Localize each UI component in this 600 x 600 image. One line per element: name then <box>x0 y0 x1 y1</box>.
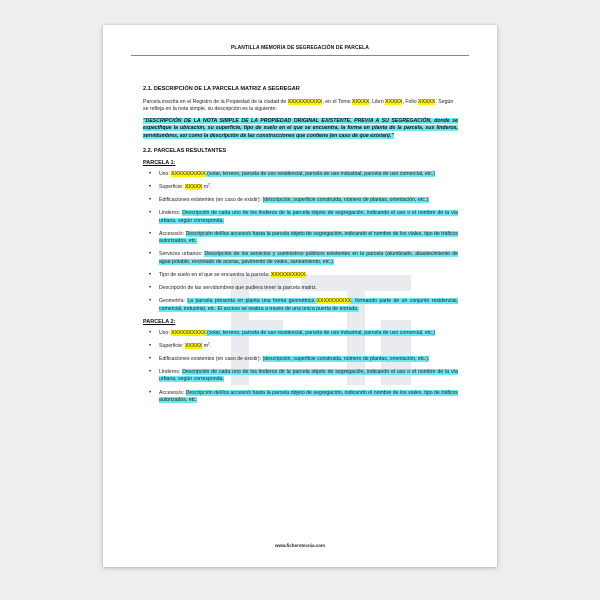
placeholder-folio: XXXXX <box>418 98 436 105</box>
parcela-2-label: PARCELA 2: <box>143 318 176 325</box>
list-item: • Uso: XXXXXXXXXX (solar, terreno, parcela de uso residencial, parcela de uso industrial, parcela de uso comercial, etc.) <box>159 171 458 179</box>
list-item: • Servicios urbanos: Descripción de los servicios y suministros públicos existentes en la parcela (alumbrado, abastecimiento de agua potable, encintado de aceras, pavimento de viales, saneamiento, etc.). <box>159 251 458 266</box>
list-item: • Linderos: Descripción de cada uno de los linderos de la parcela objeto de segregación, indicando el uso o el nombre de la vía urbana, según corresponda. <box>159 369 458 384</box>
list-item: • Superficie: XXXXX $m^2$. <box>159 184 458 192</box>
section-heading-2-1: 2.1. DESCRIPCIÓN DE LA PARCELA MATRIZ A SEGREGAR <box>143 86 300 92</box>
nota-simple-quote: "DESCRIPCIÓN DE LA NOTA SIMPLE DE LA PROPIEDAD ORIGINAL EXISTENTE, PREVIA A SU SEGREGACIÓN, donde se especifique la ubicación, su superficie, tipo de suelo en el que se encuentra, la forma en planta de la parcela, sus linderos, servidumbres, así como la descripción de las construcciones que contiene (en caso de que existan)." <box>143 117 458 139</box>
placeholder-city: XXXXXXXXXX <box>287 98 323 105</box>
list-item: • Superficie: XXXXX $m^2$. <box>159 343 458 351</box>
registry-paragraph: Parcela inscrita en el Registro de la Propiedad de la ciudad de XXXXXXXXXX, en el Tomo XXXXX, Libro XXXXX, Folio XXXXX. Según se refleja en la nota simple, su descripción es la siguiente: <box>143 98 454 113</box>
list-item: • Linderos: Descripción de cada uno de los linderos de la parcela objeto de segregación, indicando el uso o el nombre de la vía urbana, según corresponda. <box>159 210 458 225</box>
footer-url: www.ficherotecnia.com <box>274 543 326 548</box>
header-divider <box>131 55 469 56</box>
placeholder-tomo: XXXXX <box>351 98 370 105</box>
document-page <box>103 25 497 567</box>
placeholder-libro: XXXXX <box>385 98 403 105</box>
document-body <box>143 86 458 410</box>
parcela-1-label: PARCELA 1: <box>143 160 176 167</box>
parcela-1-list <box>143 171 458 314</box>
parcela-2-list <box>143 330 458 405</box>
list-item: • Accesos/s: Descripción del/los acceso/s hasta la parcela objeto de segregación, indicando el nombre de los viales, tipo de tráficos autorizados, etc. <box>159 390 458 405</box>
list-item: • Accesos/s: Descripción del/los acceso/s hasta la parcela objeto de segregación, indicando el nombre de los viales, tipo de tráficos autorizados, etc. <box>159 231 458 246</box>
list-item: • Uso: XXXXXXXXXX (solar, terreno, parcela de uso residencial, parcela de uso industrial, parcela de uso comercial, etc.) <box>159 330 458 338</box>
list-item: • Geometría: La parcela presenta en planta una forma geométrica XXXXXXXXXX, formando parte de un conjunto residencial, comercial, industrial, etc. El acceso se realiza a través de una única puerta de entrada. <box>159 298 458 313</box>
list-item: • Descripción de las servidumbres que pudiera tener la parcela matriz. <box>159 285 458 293</box>
list-item: • Edificaciones existentes (en caso de existir): (descripción, superficie construida, número de plantas, orientación, etc.). <box>159 197 458 205</box>
list-item: • Tipo de suelo en el que se encuentra la parcela: XXXXXXXXXX. <box>159 272 458 280</box>
list-item: • Edificaciones existentes (en caso de existir): (descripción, superficie construida, número de plantas, orientación, etc.). <box>159 356 458 364</box>
header-title: PLANTILLA MEMORIA DE SEGREGACIÓN DE PARCELA <box>230 45 369 51</box>
section-heading-2-2: 2.2. PARCELAS RESULTANTES <box>143 147 227 154</box>
